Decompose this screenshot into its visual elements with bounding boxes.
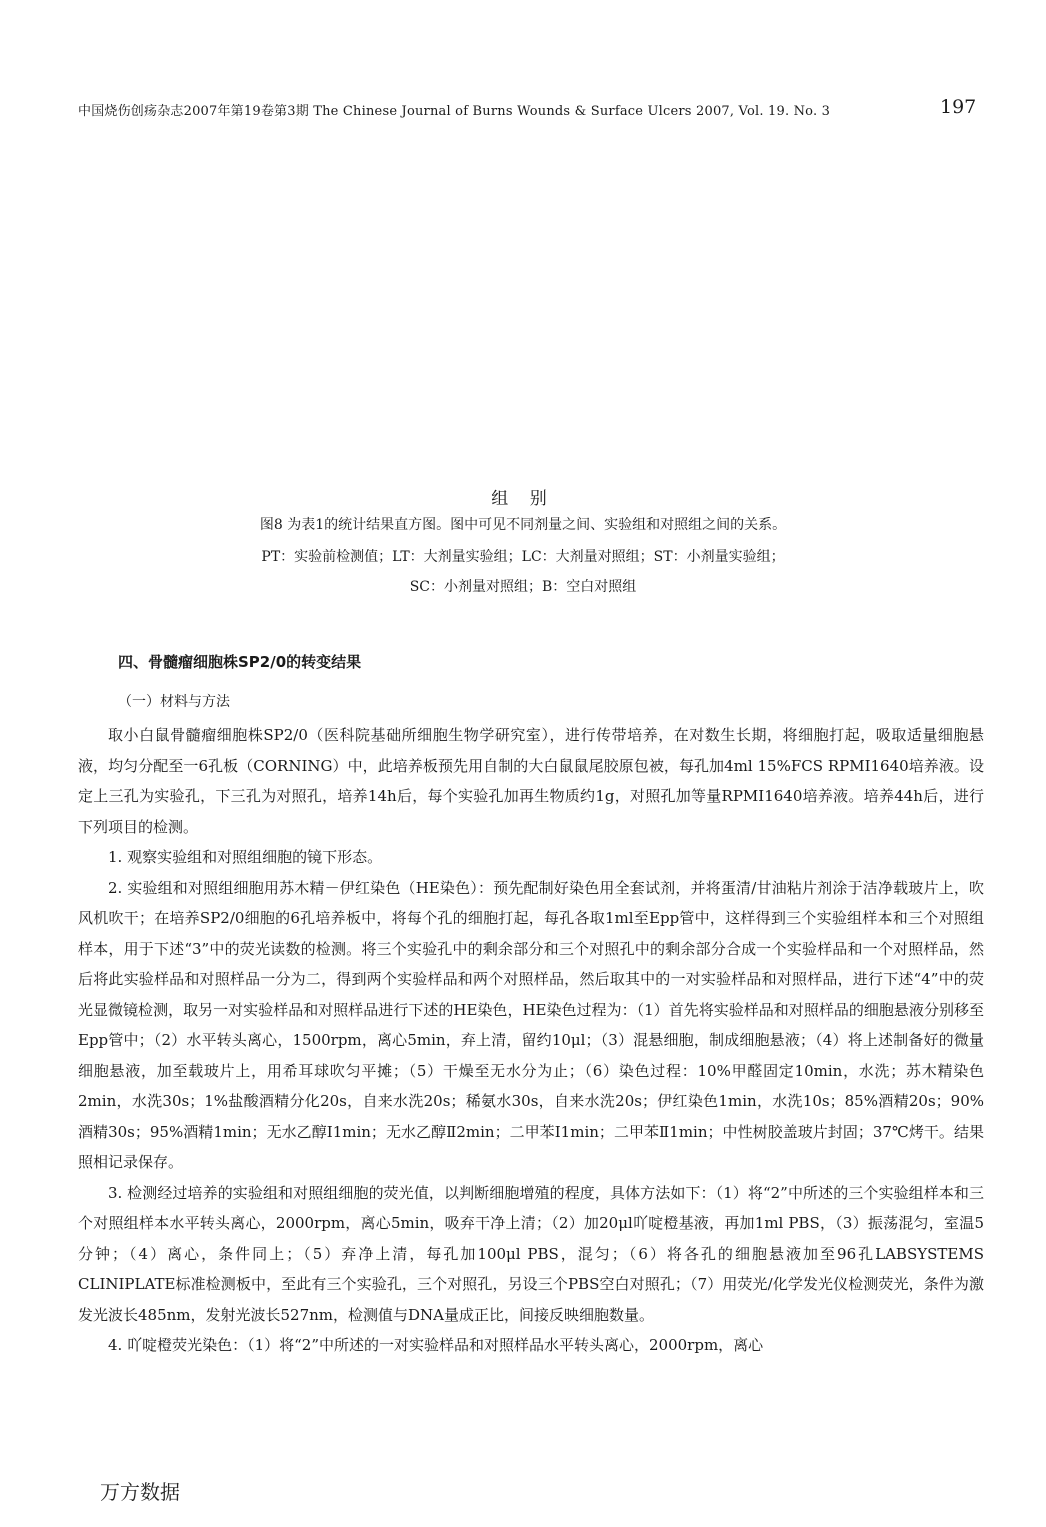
paragraph: 1. 观察实验组和对照组细胞的镜下形态。 [108, 848, 383, 866]
paragraph: 3. 检测经过培养的实验组和对照组细胞的荧光值，以判断细胞增殖的程度，具体方法如下：（1）将“2”中所述的三个实验组样本和三个对照组样本水平转头离心，2000rpm，离心5min，吸弃干净上清；（2）加20μl吖啶橙基液，再加1ml PBS，（3）振荡混匀，室温5分钟；（4）离心，条件同上；（5）弃净上清，每孔加100μl PBS，混匀；（6）将各孔的细胞悬液加至96孔LABSYSTEMS CLINIPLATE标准检测板中，至此有三个实验孔，三个对照孔，另设三个PBS空白对照孔；（7）用荧光/化学发光仪检测荧光，条件为激发光波长485nm，发射光波长527nm，检测值与DNA量成正比，间接反映细胞数量。 [78, 1183, 984, 1324]
page-number: 197 [940, 96, 977, 118]
figure-caption-line-2: PT：实验前检测值；LT：大剂量实验组；LC：大剂量对照组；ST：小剂量实验组； [261, 549, 785, 565]
paragraph: 取小白鼠骨髓瘤细胞株SP2/0（医科院基础所细胞生物学研究室），进行传带培养，在对数生长期，将细胞打起，吸取适量细胞悬液，均匀分配至一6孔板（CORNING）中，此培养板预先用自制的大白鼠鼠尾胶原包被，每孔加4ml 15%FCS RPMI1640培养液。设定上三孔为实验孔，下三孔为对照孔，培养14h后，每个实验孔加再生物质约1g，对照孔加等量RPMI1640培养液。培养44h后，进行下列项目的检测。 [78, 726, 984, 836]
section-title: 四、骨髓瘤细胞株SP2/0的转变结果 [118, 653, 362, 671]
running-header: 中国烧伤创疡杂志2007年第19卷第3期 The Chinese Journal of Burns Wounds & Surface Ulcers 2007, Vol. 19. No. 3 [78, 104, 831, 119]
paragraph: 2. 实验组和对照组细胞用苏木精－伊红染色（HE染色）：预先配制好染色用全套试剂，并将蛋清/甘油粘片剂涂于洁净载玻片上，吹风机吹干；在培养SP2/0细胞的6孔培养板中，将每个孔的细胞打起，每孔各取1ml至Epp管中，这样得到三个实验组样本和三个对照组样本，用于下述“3”中的荧光读数的检测。将三个实验孔中的剩余部分和三个对照孔中的剩余部分合成一个实验样品和一个对照样品，然后将此实验样品和对照样品一分为二，得到两个实验样品和两个对照样品，然后取其中的一对实验样品和对照样品，进行下述“4”中的荧光显微镜检测，取另一对实验样品和对照样品进行下述的HE染色，HE染色过程为：（1）首先将实验样品和对照样品的细胞悬液分别移至Epp管中；（2）水平转头离心，1500rpm，离心5min，弃上清，留约10μl；（3）混悬细胞，制成细胞悬液；（4）将上述制备好的微量细胞悬液，加至载玻片上，用希耳球吹匀平摊；（5）干燥至无水分为止；（6）染色过程：10%甲醛固定10min，水洗；苏木精染色2min，水洗30s；1%盐酸酒精分化20s，自来水洗20s；稀氨水30s，自来水洗20s；伊红染色1min，水洗10s；85%酒精20s；90%酒精30s；95%酒精1min；无水乙醇Ⅰ1min；无水乙醇Ⅱ2min；二甲苯Ⅰ1min；二甲苯Ⅱ1min；中性树胶盖玻片封固；37℃烤干。结果照相记录保存。 [78, 878, 984, 1171]
figure-caption-line-1: 图8 为表1的统计结果直方图。图中可见不同剂量之间、实验组和对照组之间的关系。 [259, 517, 787, 533]
subsection-title: （一）材料与方法 [118, 694, 230, 710]
watermark: 万方数据 [100, 1480, 180, 1504]
body-text [78, 720, 984, 1361]
figure-caption-line-3: SC：小剂量对照组；B：空白对照组 [409, 579, 637, 595]
figure-x-axis-label: 组 别 [491, 489, 555, 509]
figure-area [78, 125, 974, 480]
paragraph: 4. 吖啶橙荧光染色：（1）将“2”中所述的一对实验样品和对照样品水平转头离心，2000rpm，离心 [108, 1336, 764, 1354]
